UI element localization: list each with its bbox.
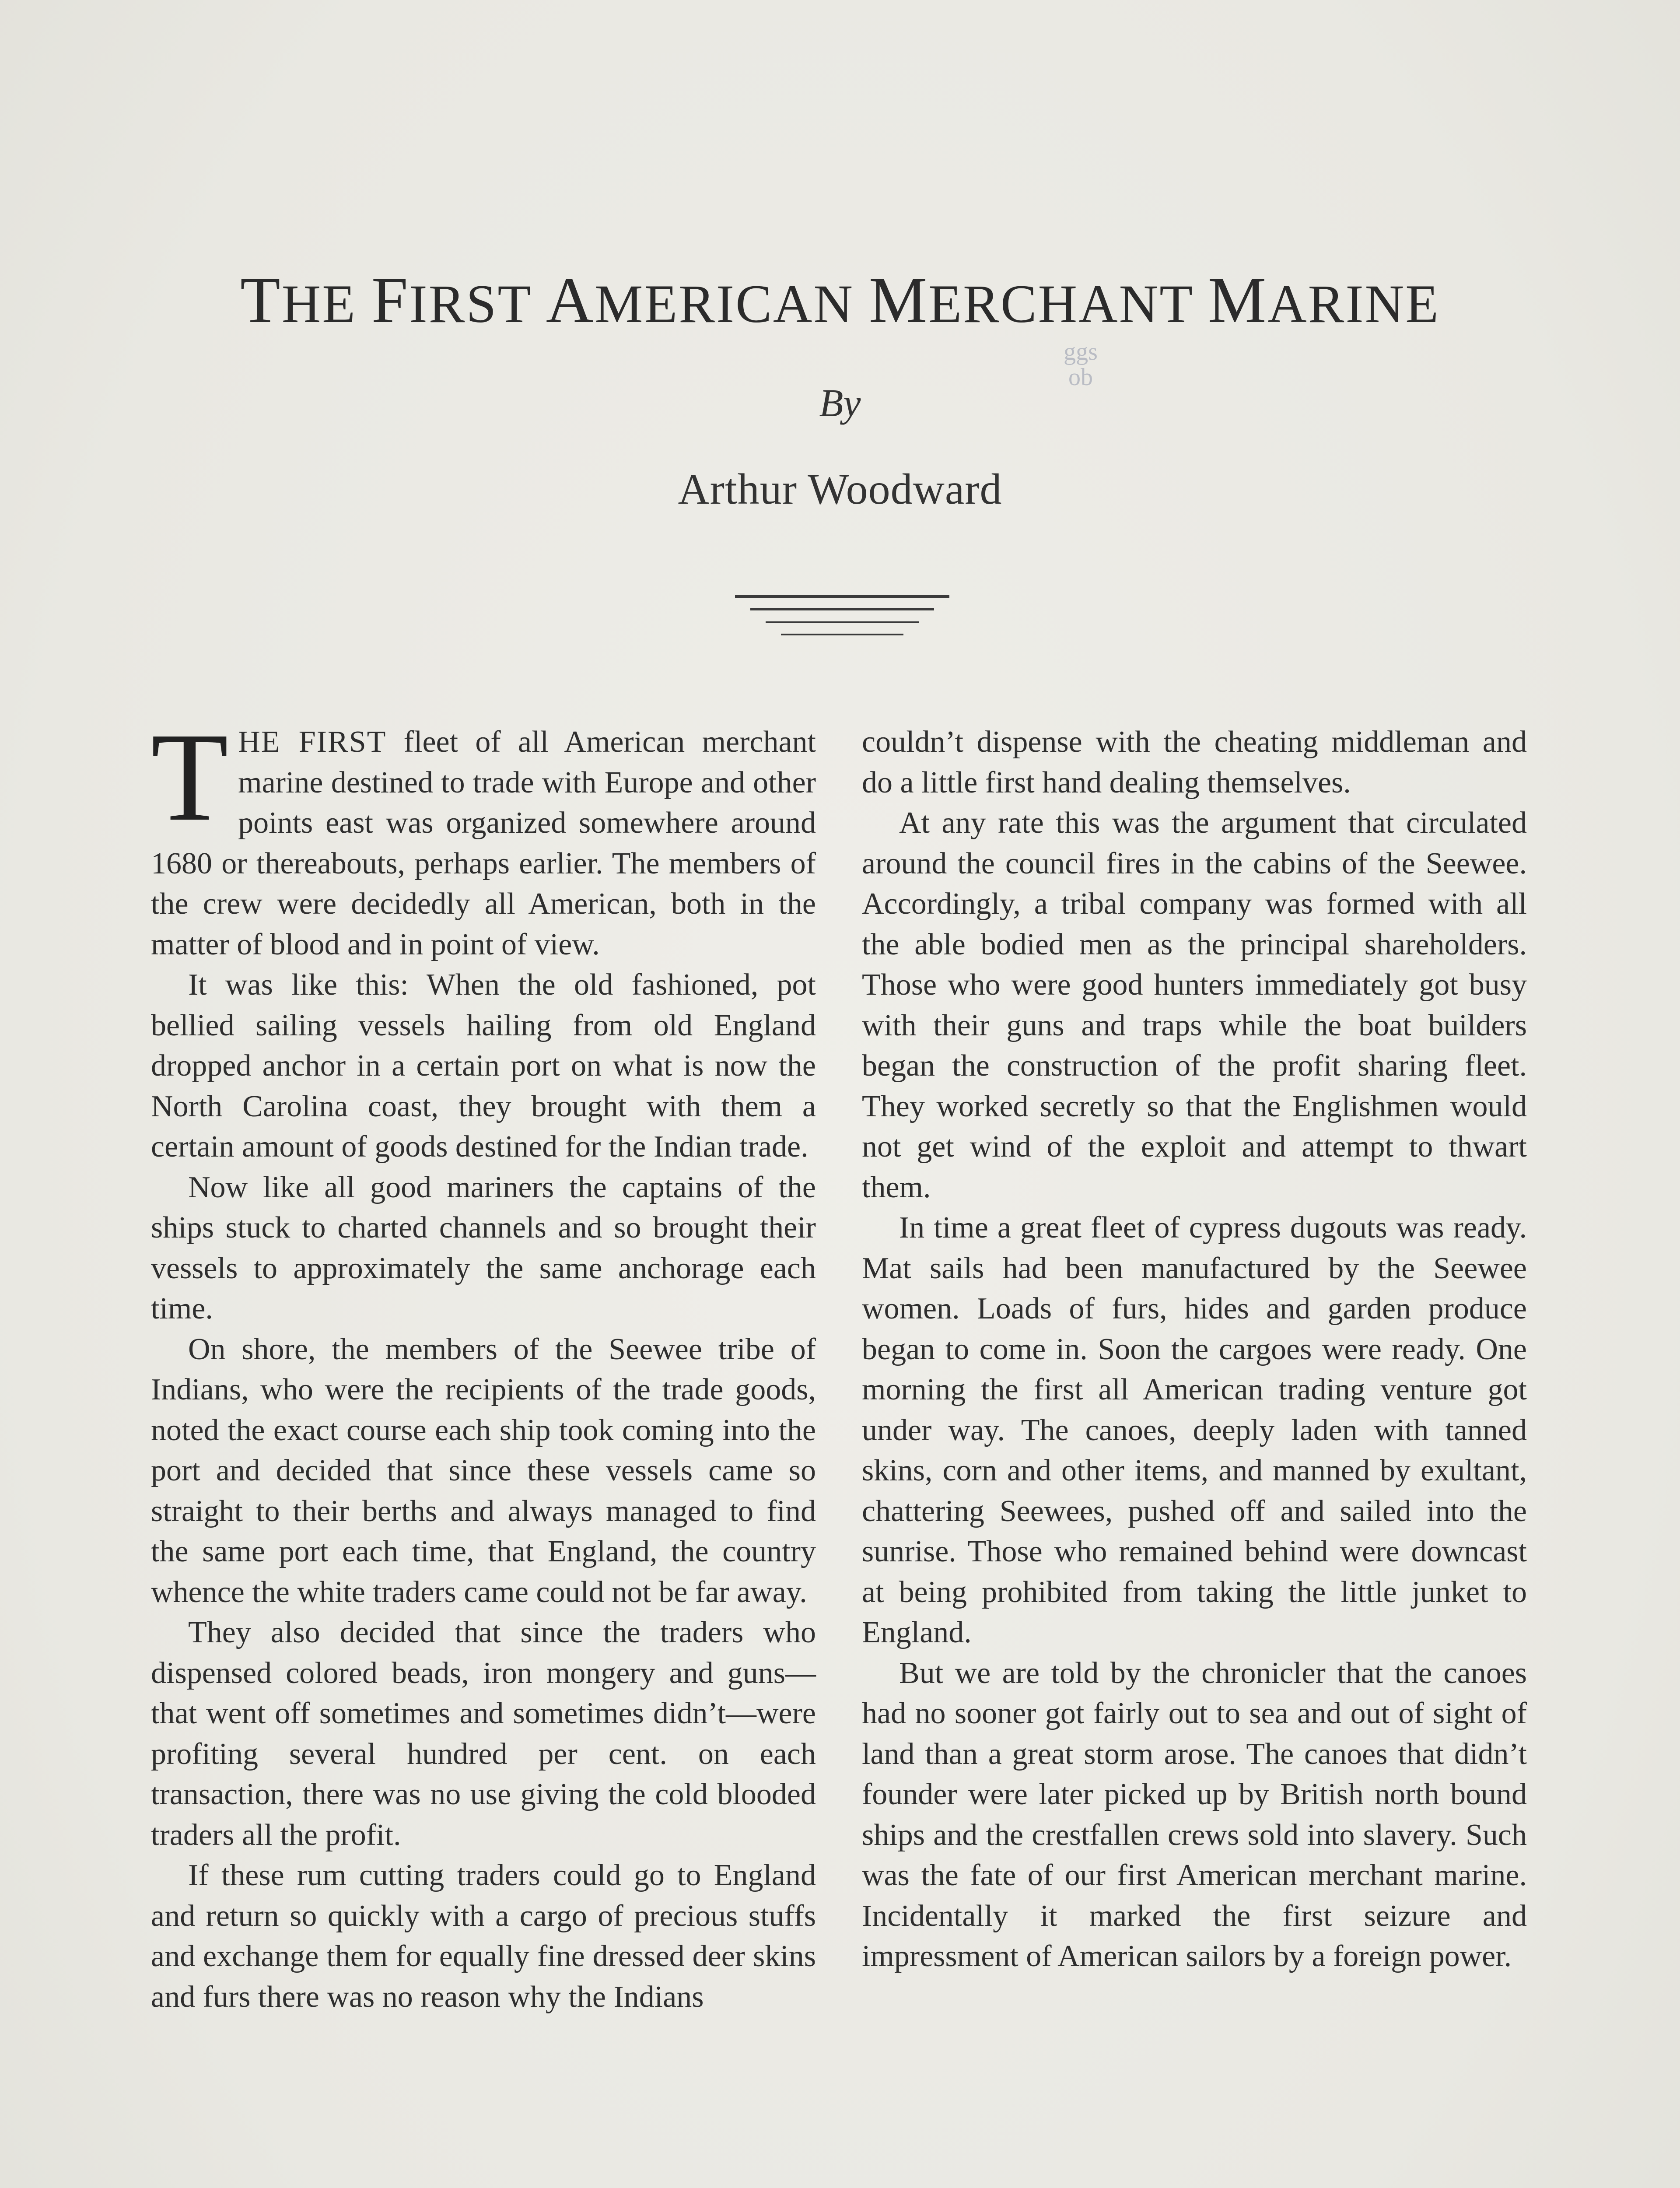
title-word-marine: ARINE: [1267, 274, 1440, 334]
title-word-the: HE: [281, 274, 371, 334]
paragraph: Now like all good mariners the captains of the ships stuck to charted channels and so brought their vessels to approximately the same anchorage each time.: [151, 1170, 816, 1325]
paragraph: At any rate this was the argument that circulated around the council fires in the cabins of the Seewee. Accordingly, a tribal company was formed with all the able bodied men as the principal shareholders. Those who were good hunters immediately got busy with their guns and traps while the boat builders began the construction of the profit sharing fleet. They worked secretly so that the Englishmen would not get wind of the exploit and attempt to thwart them.: [862, 806, 1527, 1204]
paragraph: It was like this: When the old fashioned, pot bellied sailing vessels hailing from old England dropped anchor in a certain port on what is now the North Carolina coast, they brought with them a certain amount of goods destined for the Indian trade.: [151, 968, 816, 1164]
drop-cap: T: [151, 707, 229, 847]
right-column: [862, 722, 1527, 1977]
title-initial-a: A: [546, 264, 595, 337]
stamp-line-2: ob: [1068, 364, 1093, 391]
paragraph-text: fleet of all American merchant marine destined to trade with Europe and other points east was organized somewhere around 1680 or thereabouts, perhaps earlier. The members of the crew were decidedly all American, both in the matter of blood and in point of view.: [151, 725, 816, 961]
title-initial-m1: M: [869, 264, 929, 337]
paragraph: On shore, the members of the Seewee tribe of Indians, who were the recipients of the trade goods, noted the exact course each ship took coming into the port and decided that since these vessels came so straight to their berths and always managed to find the same port each time, that England, the country whence the white traders came could not be far away.: [151, 1332, 816, 1609]
opening-small-caps: HE FIRST: [238, 725, 387, 759]
title-initial-t: T: [240, 264, 282, 337]
title-ornament-rule: [735, 595, 949, 648]
title-initial-m2: M: [1208, 264, 1268, 337]
title-word-first: IRST: [409, 274, 546, 334]
title-word-merchant: ERCHANT: [928, 274, 1208, 334]
title-initial-f: F: [371, 264, 410, 337]
byline-by: By: [819, 382, 861, 425]
paragraph-opening: [151, 707, 816, 965]
left-column: [151, 707, 816, 2017]
title-word-american: MERICAN: [595, 274, 869, 334]
paragraph: But we are told by the chronicler that the canoes had no sooner got fairly out to sea and out of sight of land than a great storm arose. The canoes that didn’t founder were later picked up by British north bound ships and the crestfallen crews sold into slavery. Such was the fate of our first American merchant marine. Incidentally it marked the first seizure and impressment of American sailors by a foreign power.: [862, 1656, 1527, 1973]
author-name: Arthur Woodward: [678, 465, 1002, 513]
paragraph: In time a great fleet of cypress dugouts was ready. Mat sails had been manufactured by the Seewee women. Loads of furs, hides and garden produce began to come in. Soon the cargoes were ready. One morning the first all American trading venture got under way. The canoes, deeply laden with tanned skins, corn and other items, and manned by exultant, chattering Seewees, pushed off and sailed into the sunrise. Those who remained behind were downcast at being prohibited from taking the little junket to England.: [862, 1211, 1527, 1649]
paragraph-continuation: couldn’t dispense with the cheating middleman and do a little first hand dealing themselves.: [862, 725, 1527, 799]
paragraph: If these rum cutting traders could go to England and return so quickly with a cargo of precious stuffs and exchange them for equally fine dressed deer skins and furs there was no reason why the Indians: [151, 1858, 816, 2014]
paragraph: They also decided that since the traders who dispensed colored beads, iron mongery and guns—that went off sometimes and sometimes didn’t—were profiting several hundred per cent. on each transaction, there was no use giving the cold blooded traders all the profit.: [151, 1616, 816, 1852]
faint-stamp: [1054, 339, 1107, 390]
article-title: [0, 263, 1680, 338]
stamp-line-1: ggs: [1064, 338, 1098, 365]
